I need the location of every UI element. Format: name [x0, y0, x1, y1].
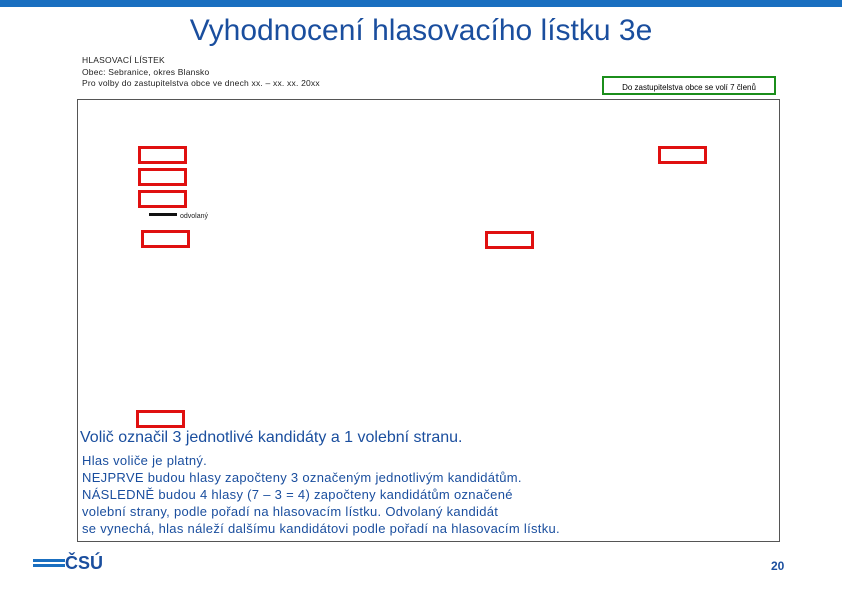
- explanation-headline: Volič označil 3 jednotlivé kandidáty a 1 volební stranu.: [80, 429, 463, 446]
- explanation-line: volební strany, podle pořadí na hlasovacím lístku. Odvolaný kandidát: [82, 504, 499, 519]
- party-mark-middle: [485, 231, 534, 249]
- top-accent-bar: [0, 0, 842, 7]
- explanation-line: Hlas voliče je platný.: [82, 453, 208, 468]
- party-mark-right: [658, 146, 707, 164]
- party-mark-bottom: [136, 410, 185, 428]
- candidate-mark-2: [138, 168, 187, 186]
- recalled-candidate-label: odvolaný: [180, 213, 209, 220]
- explanation-line: se vynechá, hlas náleží dalšímu kandidátovi podle pořadí na hlasovacím lístku.: [82, 521, 560, 536]
- candidate-mark-3: [138, 190, 187, 208]
- ballot-election-dates: Pro volby do zastupitelstva obce ve dnech xx. – xx. xx. 20xx: [82, 78, 320, 88]
- members-count-note: Do zastupitelstva obce se volí 7 členů: [602, 76, 776, 95]
- page-number: 20: [771, 559, 785, 573]
- explanation-line: NÁSLEDNĚ budou 4 hlasy (7 – 3 = 4) započteny kandidátům označené: [82, 487, 513, 502]
- recalled-candidate-strike: [149, 213, 177, 216]
- explanation-line: NEJPRVE budou hlasy započteny 3 označeným jednotlivým kandidátům.: [82, 470, 522, 485]
- logo-lines-icon: [33, 559, 65, 569]
- candidate-mark-4: [141, 230, 190, 248]
- page-title: Vyhodnocení hlasovacího lístku 3e: [189, 14, 653, 47]
- logo-text: ČSÚ: [65, 553, 104, 573]
- ballot-heading: HLASOVACÍ LÍSTEK: [82, 55, 165, 65]
- ballot-municipality: Obec: Sebranice, okres Blansko: [82, 67, 210, 77]
- candidate-mark-1: [138, 146, 187, 164]
